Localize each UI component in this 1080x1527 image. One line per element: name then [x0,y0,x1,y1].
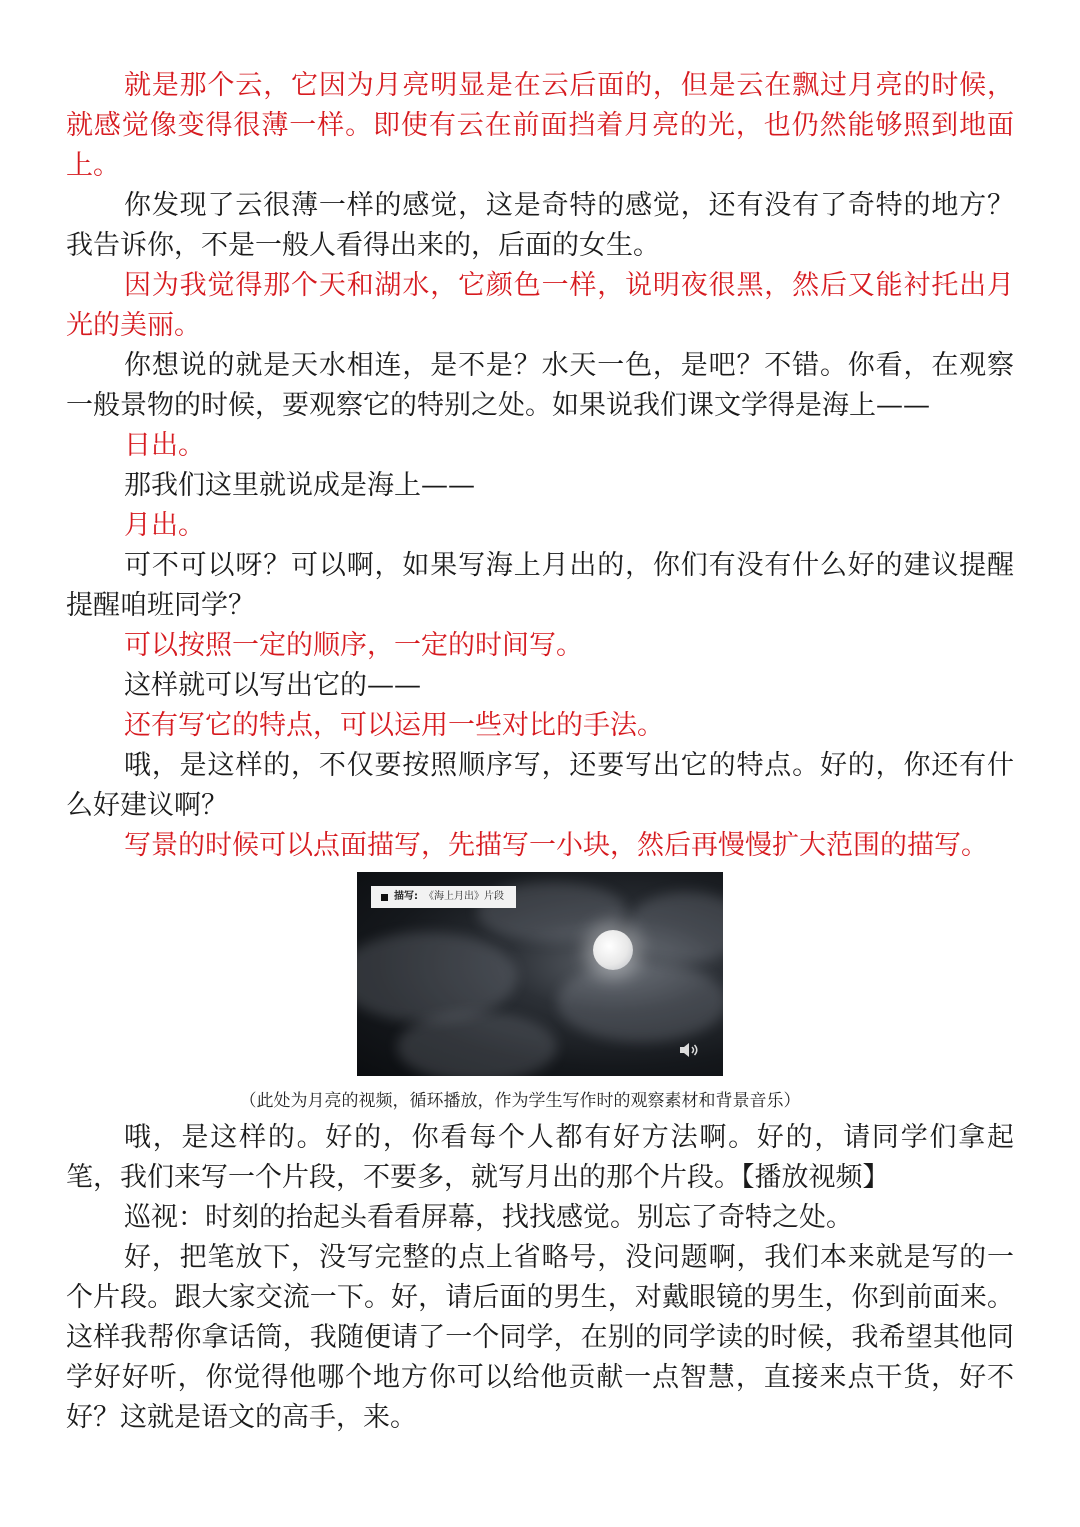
speaker-icon[interactable] [679,1042,701,1058]
paragraph: 好，把笔放下，没写完整的点上省略号，没问题啊，我们本来就是写的一个片段。跟大家交流一下。好，请后面的男生，对戴眼镜的男生，你到前面来。这样我帮你拿话筒，我随便请了一个同学，在别的同学读的时候，我希望其他同学好好听，你觉得他哪个地方你可以给他贡献一点智慧，直接来点干货，好不好？这就是语文的高手，来。 [66,1242,1014,1433]
paragraph: 哦，是这样的，不仅要按照顺序写，还要写出它的特点。好的，你还有什么好建议啊？ [66,750,1014,821]
dialogue-top [66,66,1014,866]
paragraph: 你想说的就是天水相连，是不是？水天一色，是吧？不错。你看，在观察一般景物的时候，要观察它的特别之处。如果说我们课文学得是海上—— [66,350,1014,421]
figure-caption: （此处为月亮的视频，循环播放，作为学生写作时的观察素材和背景音乐） [239,1091,801,1111]
paragraph: 日出。 [124,430,205,461]
paragraph: 写景的时候可以点面描写，先描写一小块，然后再慢慢扩大范围的描写。 [124,830,988,861]
square-bullet-icon [381,894,388,901]
paragraph: 这样就可以写出它的—— [124,670,421,701]
dialogue-bottom [66,1118,1014,1438]
paragraph: 还有写它的特点，可以运用一些对比的手法。 [124,710,664,741]
moon-image [593,930,633,970]
paragraph: 因为我觉得那个天和湖水，它颜色一样，说明夜很黑，然后又能衬托出月光的美丽。 [66,270,1014,341]
document-page [66,66,1014,1438]
paragraph: 就是那个云，它因为月亮明显是在云后面的，但是云在飘过月亮的时候，就感觉像变得很薄一样。即使有云在前面挡着月亮的光，也仍然能够照到地面上。 [66,70,1014,181]
moon-video[interactable] [357,872,723,1076]
paragraph: 那我们这里就说成是海上—— [124,470,475,501]
paragraph: 可不可以呀？可以啊，如果写海上月出的，你们有没有什么好的建议提醒提醒咱班同学？ [66,550,1014,621]
video-title-label [371,886,516,908]
paragraph: 哦，是这样的。好的，你看每个人都有好方法啊。好的，请同学们拿起笔，我们来写一个片段，不要多，就写月出的那个片段。【播放视频】 [66,1122,1014,1193]
paragraph: 月出。 [124,510,205,541]
video-figure [66,872,1014,1112]
label-title: 《海上月出》片段 [424,891,504,902]
paragraph: 巡视：时刻的抬起头看看屏幕，找找感觉。别忘了奇特之处。 [124,1202,853,1233]
paragraph: 你发现了云很薄一样的感觉，这是奇特的感觉，还有没有了奇特的地方？我告诉你，不是一般人看得出来的，后面的女生。 [66,190,1014,261]
label-prefix: 描写: [394,891,418,902]
paragraph: 可以按照一定的顺序，一定的时间写。 [124,630,583,661]
